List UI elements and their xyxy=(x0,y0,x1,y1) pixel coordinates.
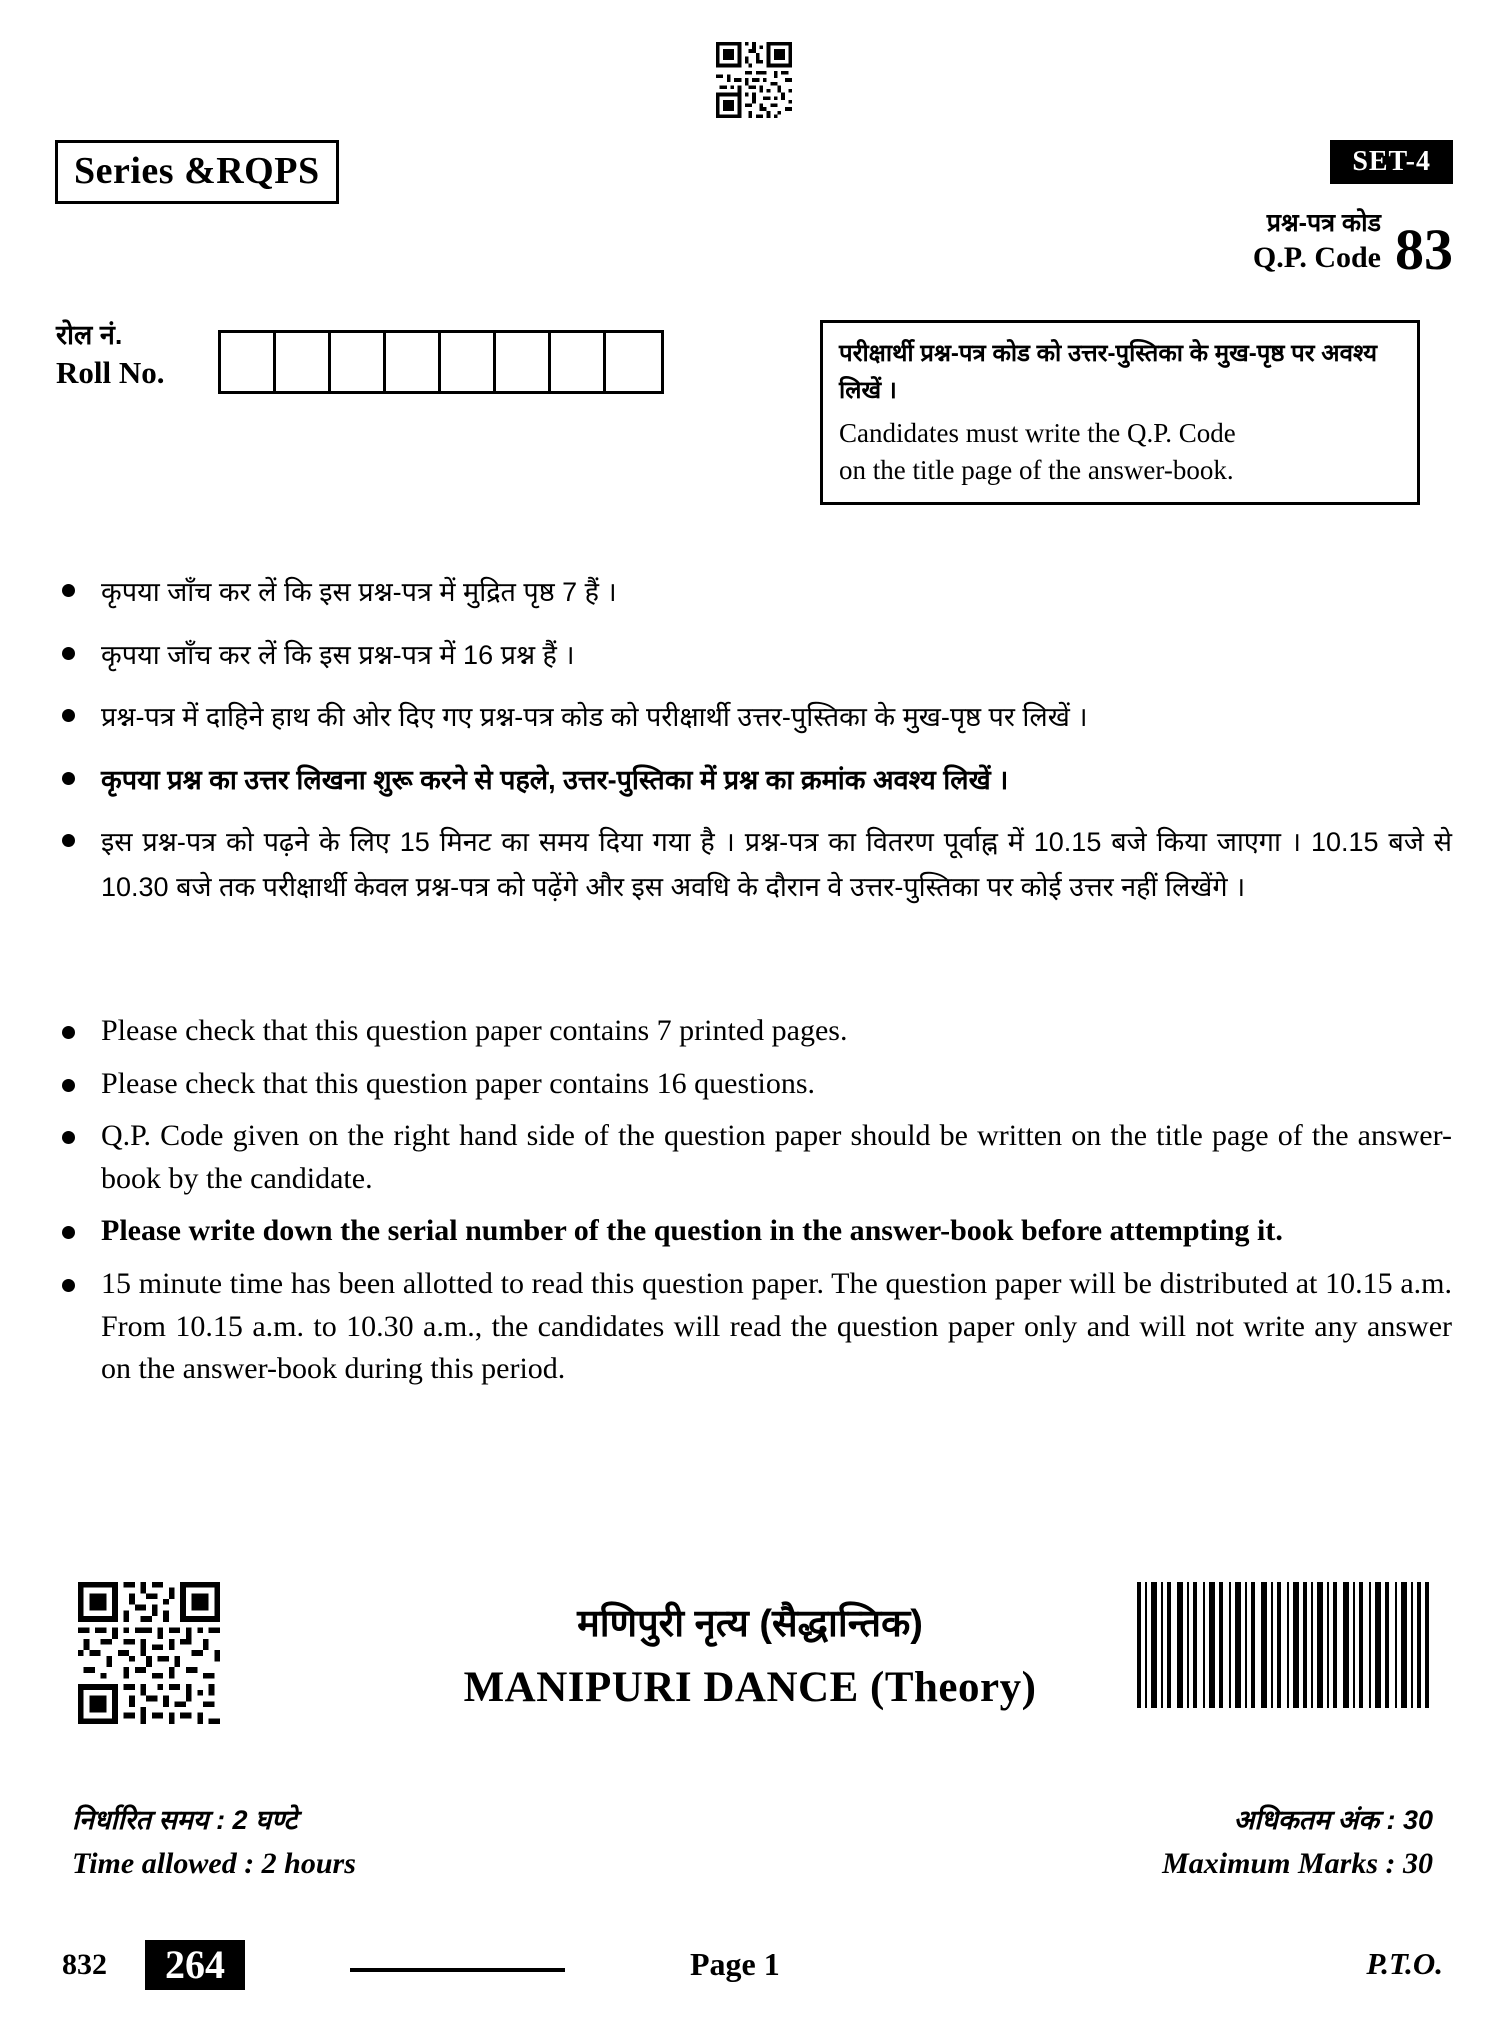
time-allowed-hindi: निर्धारित समय : 2 घण्टे xyxy=(72,1805,298,1835)
instructions-english xyxy=(62,1010,1452,1401)
qp-code-labels xyxy=(1253,208,1381,277)
note-hindi: परीक्षार्थी प्रश्न-पत्र कोड को उत्तर-पुस्तिका के मुख-पृष्ठ पर अवश्य लिखें । xyxy=(839,340,1378,405)
bullet-dot-icon xyxy=(62,584,75,597)
instruction-item xyxy=(62,570,1452,615)
instruction-text: इस प्रश्न-पत्र को पढ़ने के लिए 15 मिनट का समय दिया गया है । प्रश्न-पत्र का वितरण पूर्वाह्न में 10.15 बजे किया जाएगा । 10.15 बजे से 10.30 बजे तक परीक्षार्थी केवल प्रश्न-पत्र को पढ़ेंगे और इस अवधि के दौरान वे उत्तर-पुस्तिका पर कोई उत्तर नहीं लिखेंगे । xyxy=(101,827,1452,902)
time-allowed-block xyxy=(72,1800,356,1886)
bottom-qr-code-icon xyxy=(78,1582,220,1724)
maximum-marks-block xyxy=(1162,1800,1433,1886)
qp-code-value: 83 xyxy=(1395,216,1453,282)
subject-title-hindi: मणिपुरी नृत्य (सैद्धान्तिक) xyxy=(577,1603,923,1645)
instruction-text: Please check that this question paper contains 7 printed pages. xyxy=(101,1014,848,1047)
instruction-text: प्रश्न-पत्र में दाहिने हाथ की ओर दिए गए प्रश्न-पत्र कोड को परीक्षार्थी उत्तर-पुस्तिका के मुख-पृष्ठ पर लिखें । xyxy=(101,702,1088,733)
footer-page-label: Page 1 xyxy=(690,1946,780,1982)
subject-title xyxy=(300,1600,1200,1712)
bullet-dot-icon xyxy=(62,709,75,722)
bullet-dot-icon xyxy=(62,1226,75,1239)
instruction-item xyxy=(62,633,1452,678)
footer-code: 832 xyxy=(62,1948,107,1981)
instruction-item xyxy=(62,1210,1452,1253)
instruction-text: 15 minute time has been allotted to read this question paper. The question paper will be distributed at 10.15 a.m. From 10.15 a.m. to 10.30 a.m., the candidates will read the question paper only and will not write any answer on the answer-book during this period. xyxy=(101,1266,1452,1386)
instruction-text: Please write down the serial number of the question in the answer-book before attempting it. xyxy=(101,1214,1283,1248)
bullet-dot-icon xyxy=(62,1131,75,1144)
bullet-dot-icon xyxy=(62,1279,75,1292)
qp-code-block xyxy=(1252,208,1453,282)
roll-no-cell[interactable] xyxy=(276,333,331,391)
instruction-text: Please check that this question paper contains 16 questions. xyxy=(101,1066,816,1100)
series-box: Series &RQPS xyxy=(55,140,339,204)
time-allowed-english: Time allowed : 2 hours xyxy=(72,1846,356,1880)
maximum-marks-hindi: अधिकतम अंक : 30 xyxy=(1233,1805,1433,1835)
note-english-line2: on the title page of the answer-book. xyxy=(839,454,1234,485)
set-badge: SET-4 xyxy=(1330,140,1453,184)
footer-boxed-number: 264 xyxy=(145,1940,245,1990)
top-qr-code-icon xyxy=(716,42,792,118)
instruction-item xyxy=(62,758,1452,803)
instruction-item xyxy=(62,1115,1452,1200)
roll-no-cell[interactable] xyxy=(386,333,441,391)
page-footer xyxy=(0,1940,1505,2000)
instruction-item xyxy=(62,1263,1452,1391)
instruction-item xyxy=(62,1010,1452,1053)
instruction-text: कृपया जाँच कर लें कि इस प्रश्न-पत्र में 16 प्रश्न हैं । xyxy=(101,639,575,670)
bullet-dot-icon xyxy=(62,647,75,660)
instructions-hindi xyxy=(62,570,1452,927)
bullet-dot-icon xyxy=(62,834,75,847)
instruction-text: कृपया जाँच कर लें कि इस प्रश्न-पत्र में मुद्रित पृष्ठ 7 हैं । xyxy=(101,577,617,607)
bullet-dot-icon xyxy=(62,772,75,785)
roll-no-grid[interactable] xyxy=(218,330,664,394)
footer-pto: P.T.O. xyxy=(1366,1946,1443,1981)
qp-code-note-box xyxy=(820,320,1420,505)
qp-code-label-english: Q.P. Code xyxy=(1252,241,1381,275)
bullet-dot-icon xyxy=(62,1026,75,1039)
qp-code-label-hindi: प्रश्न-पत्र कोड xyxy=(1266,209,1381,237)
roll-no-cell[interactable] xyxy=(551,333,606,391)
maximum-marks-english: Maximum Marks : 30 xyxy=(1162,1846,1433,1880)
note-english-line1: Candidates must write the Q.P. Code xyxy=(839,418,1236,449)
subject-title-english: MANIPURI DANCE (Theory) xyxy=(463,1664,1037,1712)
barcode-icon xyxy=(1133,1582,1433,1708)
bullet-dot-icon xyxy=(62,1079,75,1092)
footer-divider xyxy=(350,1968,565,1972)
roll-no-cell[interactable] xyxy=(331,333,386,391)
instruction-item xyxy=(62,695,1452,740)
instruction-text: Q.P. Code given on the right hand side of the question paper should be written on the title page of the answer-book by the candidate. xyxy=(101,1119,1452,1195)
instruction-item xyxy=(62,820,1452,909)
instruction-text: कृपया प्रश्न का उत्तर लिखना शुरू करने से पहले, उत्तर-पुस्तिका में प्रश्न का क्रमांक अवश्य लिखें । xyxy=(101,764,1009,795)
roll-no-cell[interactable] xyxy=(441,333,496,391)
instruction-item xyxy=(62,1063,1452,1106)
roll-no-label-english: Roll No. xyxy=(56,355,165,391)
roll-no-cell[interactable] xyxy=(221,333,276,391)
roll-no-label xyxy=(56,318,165,393)
roll-no-cell[interactable] xyxy=(606,333,661,391)
roll-no-label-hindi: रोल नं. xyxy=(56,320,123,350)
roll-no-cell[interactable] xyxy=(496,333,551,391)
